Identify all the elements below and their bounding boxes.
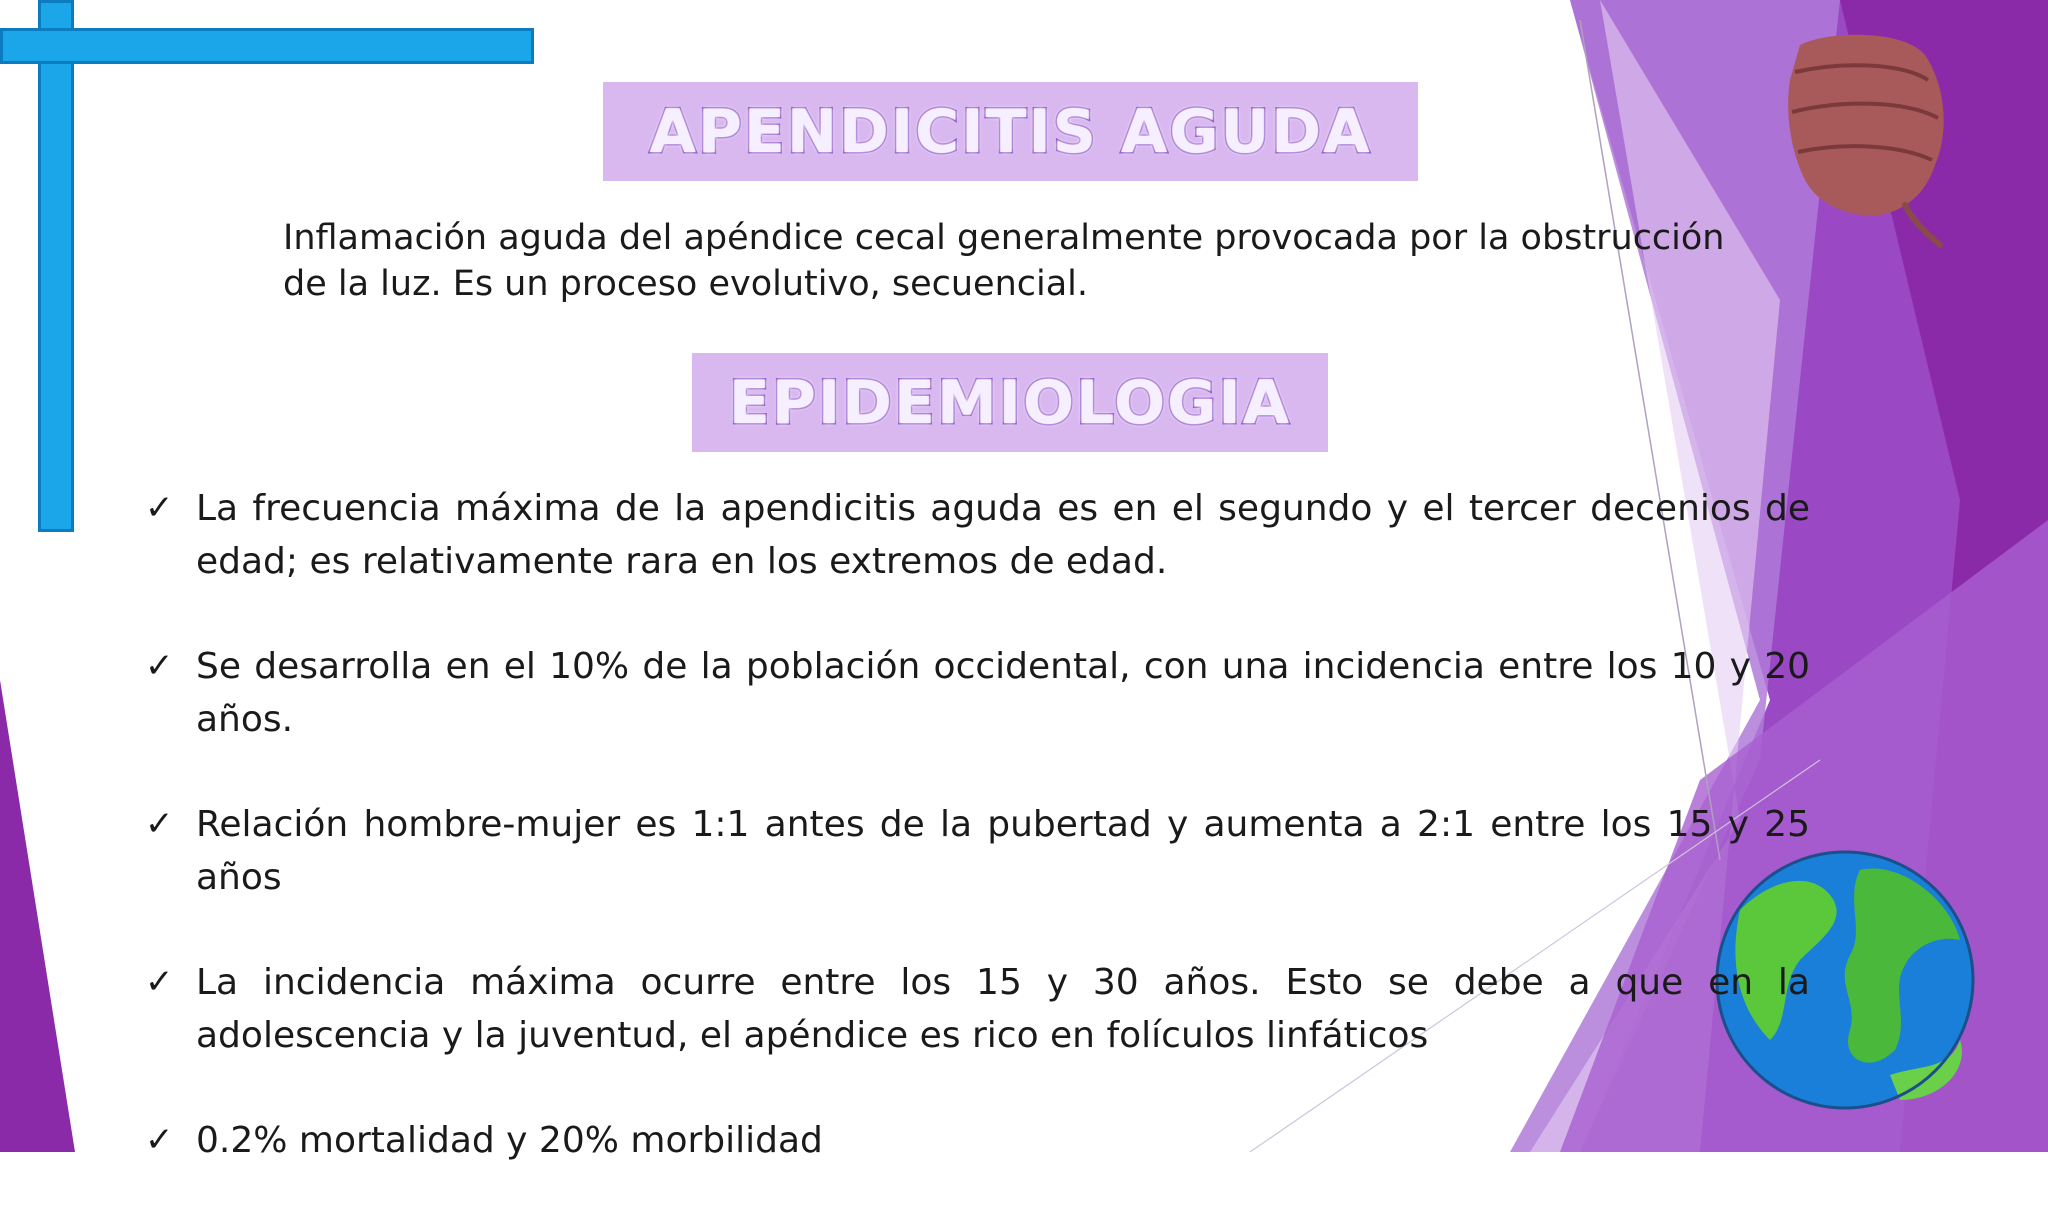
list-item-text: 0.2% mortalidad y 20% morbilidad xyxy=(196,1120,823,1161)
list-item xyxy=(145,640,1810,746)
page-title: APENDICITIS AGUDA xyxy=(649,96,1372,167)
checkmark-icon: ✓ xyxy=(145,646,174,686)
blue-horizontal-bar xyxy=(0,28,534,64)
list-item xyxy=(145,482,1810,588)
checkmark-icon: ✓ xyxy=(145,1120,174,1160)
list-item-text: La incidencia máxima ocurre entre los 15 y 30 años. Esto se debe a que en la adolescencia y la juventud, el apéndice es rico en folículos linfáticos xyxy=(196,962,1810,1056)
list-item xyxy=(145,798,1810,904)
title-banner xyxy=(603,82,1418,181)
purple-wedge-left xyxy=(0,680,75,1152)
list-item-text: Se desarrolla en el 10% de la población occidental, con una incidencia entre los 10 y 20 años. xyxy=(196,646,1810,740)
checkmark-icon: ✓ xyxy=(145,804,174,844)
list-item xyxy=(145,956,1810,1062)
epidemiology-list xyxy=(145,482,1810,1219)
blue-vertical-bar xyxy=(38,0,74,532)
checkmark-icon: ✓ xyxy=(145,962,174,1002)
intro-line-2: de la luz. Es un proceso evolutivo, secuencial. xyxy=(283,264,1089,304)
section-banner xyxy=(692,353,1328,452)
intro-paragraph xyxy=(283,215,1743,307)
checkmark-icon: ✓ xyxy=(145,488,174,528)
list-item-text: La frecuencia máxima de la apendicitis aguda es en el segundo y el tercer decenios de edad; es relativamente rara en los extremos de edad. xyxy=(196,488,1810,582)
intro-line-1: Inflamación aguda del apéndice cecal generalmente provocada por la obstrucción xyxy=(283,218,1725,258)
section-title: EPIDEMIOLOGIA xyxy=(728,367,1292,438)
list-item-text: Relación hombre-mujer es 1:1 antes de la pubertad y aumenta a 2:1 entre los 15 y 25 años xyxy=(196,804,1810,898)
list-item xyxy=(145,1114,1810,1167)
